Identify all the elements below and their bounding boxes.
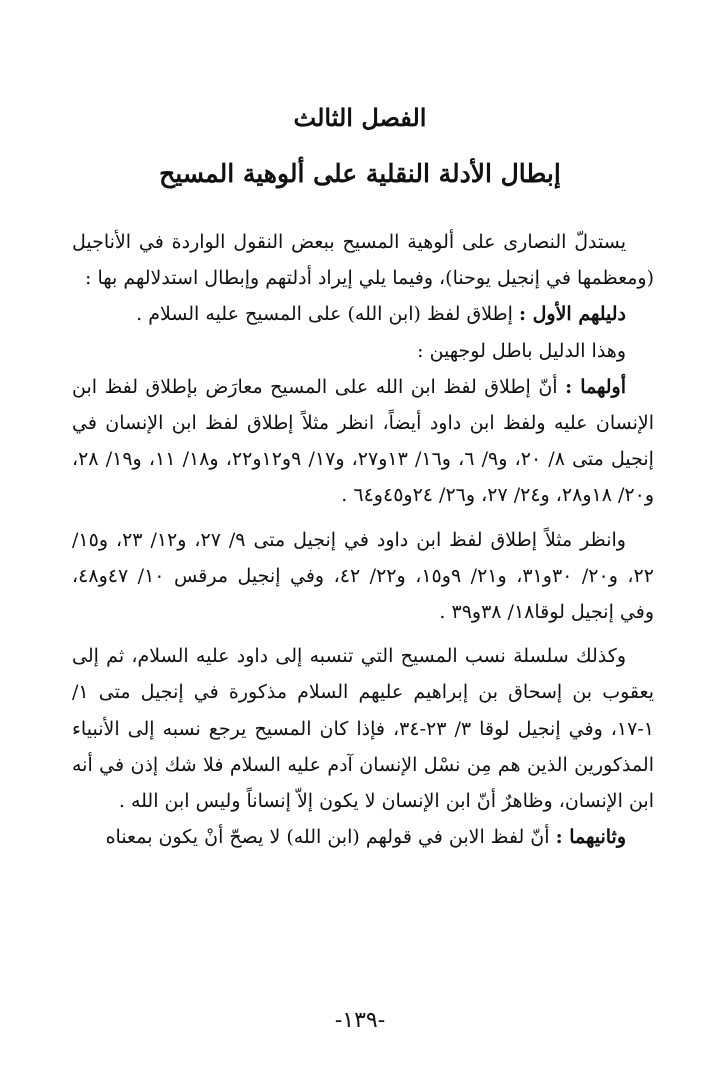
- chapter-subtitle: إبطال الأدلة النقلية على ألوهية المسيح: [159, 158, 561, 188]
- paragraph-text: إطلاق لفظ (ابن الله) على المسيح عليه السلام .: [136, 303, 519, 326]
- paragraph-text: يستدلّ النصارى على ألوهية المسيح ببعض النقول الواردة في الأناجيل (ومعظمها في إنجيل يوحنا)، وفيما يلي إيراد أدلتهم وإبطال استدلالهم بها :: [72, 231, 654, 290]
- paragraph-text: وهذا الدليل باطل لوجهين :: [417, 339, 626, 362]
- paragraph-lead: أولهما :: [565, 375, 626, 398]
- paragraph-text: وكذلك سلسلة نسب المسيح التي تنسبه إلى داود عليه السلام، ثم إلى يعقوب بن إسحاق بن إبراهيم عليهم السلام مذكورة في إنجيل متى ١/ ١-١٧، وفي إنجيل لوقا ٣/ ٢٣-٣٤، فإذا كان المسيح يرجع نسبه إلى الأنبياء المذكورين الذين هم مِن نسْل الإنسان آدم عليه السلام فلا شك إذن في أنه ابن الإنسان، وظاهرٌ أنّ ابن الإنسان لا يكون إلاّ إنساناً وليس ابن الله .: [72, 645, 654, 813]
- paragraph-text: أنّ لفظ الابن في قولهم (ابن الله) لا يصحّ أنْ يكون بمعناه: [105, 826, 556, 849]
- intro-paragraph: [72, 224, 654, 296]
- body-text: [72, 224, 654, 855]
- chapter-title: الفصل الثالث: [293, 103, 427, 133]
- son-of-david-paragraph: [72, 522, 654, 631]
- genealogy-paragraph: [72, 638, 654, 819]
- second-aspect-paragraph: [72, 819, 654, 855]
- refutation-intro-paragraph: [72, 333, 654, 369]
- page-number: -١٣٩-: [334, 1008, 386, 1033]
- first-aspect-paragraph: [72, 369, 654, 514]
- paragraph-lead: دليلهم الأول :: [518, 303, 626, 326]
- first-evidence-paragraph: [72, 296, 654, 332]
- paragraph-text: أنّ إطلاق لفظ ابن الله على المسيح معارَض بإطلاق لفظ ابن الإنسان عليه ولفظ ابن داود أيضاً، انظر مثلاً إطلاق لفظ ابن الإنسان في إنجيل متى ٨/ ٢٠، و٩/ ٦، و١٦/ ١٣و٢٧، و١٧/ ٩و١٢و٢٢، و١٨/ ١١، و١٩/ ٢٨، و٢٠/ ١٨و٢٨، و٢٤/ ٢٧، و٢٦/ ٢٤و٤٥و٦٤ .: [72, 375, 654, 507]
- paragraph-lead: وثانيهما :: [555, 826, 626, 849]
- paragraph-text: وانظر مثلاً إطلاق لفظ ابن داود في إنجيل متى ٩/ ٢٧، و١٢/ ٢٣، و١٥/ ٢٢، و٢٠/ ٣٠و٣١، و٢١/ ٩و١٥، و٢٢/ ٤٢، وفي إنجيل مرقس ١٠/ ٤٧و٤٨، وفي إنجيل لوقا١٨/ ٣٨و٣٩ .: [72, 528, 654, 624]
